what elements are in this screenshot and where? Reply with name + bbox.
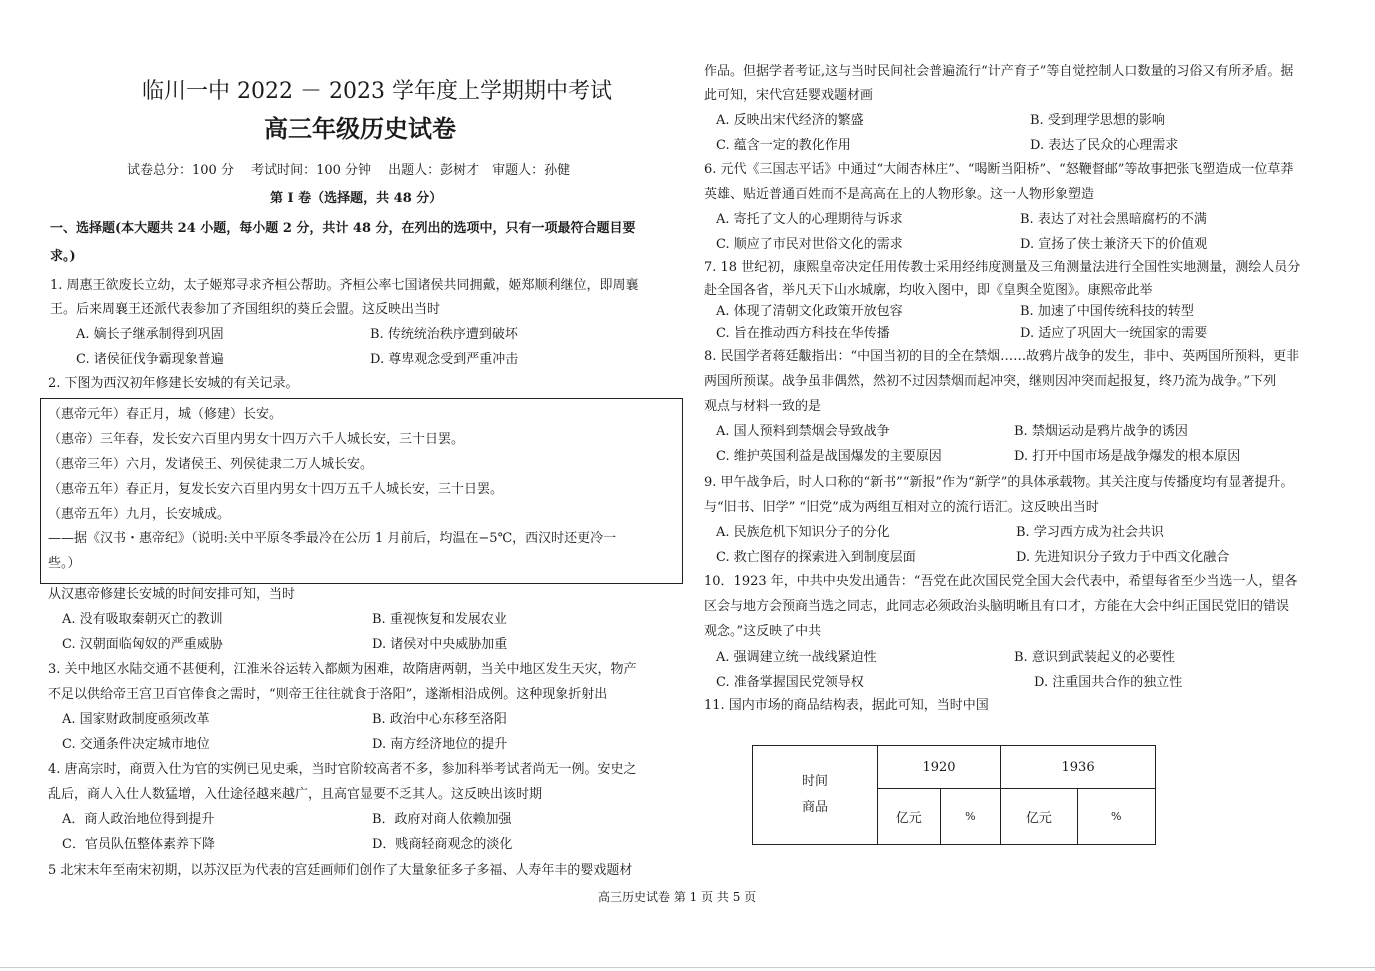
question-2-followup: 从汉惠帝修建长安城的时间安排可知，当时 — [48, 587, 296, 602]
question-3-option-a: A. 国家财政制度亟须改革 — [62, 712, 210, 727]
question-8-stem-cont: 两国所预谋。战争虽非偶然，然初不过因禁烟而起冲突，继则因冲突而起报复，终乃流为战争。”下列 — [704, 374, 1277, 389]
question-6-option-d: D. 宣扬了侠士兼济天下的价值观 — [1020, 237, 1208, 252]
table-corner-cell — [753, 746, 878, 845]
question-1-option-c: C. 诸侯征伐争霸现象普遍 — [76, 352, 224, 367]
quote-source: ——据《汉书・惠帝纪》（说明:关中平原冬季最冷在公历 1 月前后，均温在−5℃，西汉时还更冷一 — [48, 531, 617, 546]
question-11-stem: 11. 国内市场的商品结构表，据此可知，当时中国 — [704, 698, 989, 713]
question-1-option-a: A. 嫡长子继承制得到巩固 — [76, 327, 224, 342]
question-3-stem: 3. 关中地区水陆交通不甚便利，江淮米谷运转入都颇为困难，故隋唐两朝，当关中地区发生天灾，物产 — [48, 662, 637, 677]
question-2-option-c: C. 汉朝面临匈奴的严重威胁 — [62, 637, 223, 652]
quote-line: （惠帝三年）六月，发诸侯王、列侯徒隶二万人城长安。 — [48, 457, 374, 472]
question-5-option-b: B. 受到理学思想的影响 — [1030, 113, 1165, 128]
question-9-option-d: D. 先进知识分子致力于中西文化融合 — [1016, 550, 1230, 565]
exam-meta: 试卷总分：100 分 考试时间：100 分钟 出题人：彭树才 审题人：孙健 — [127, 163, 571, 178]
page-bottom-divider — [0, 967, 1375, 968]
market-structure-table — [752, 745, 1156, 845]
question-2-stem: 2. 下图为西汉初年修建长安城的有关记录。 — [48, 376, 299, 391]
table-unit-percent: % — [1077, 789, 1155, 845]
question-6-stem: 6. 元代《三国志平话》中通过“大闹杏林庄”、“喝断当阳桥”、“怒鞭督邮”等故事把张飞塑造成一位草莽 — [704, 162, 1294, 177]
question-1-stem-cont: 王。后来周襄王还派代表参加了齐国组织的葵丘会盟。这反映出当时 — [50, 302, 441, 317]
question-8-stem: 8. 民国学者蒋廷黻指出：“中国当初的目的全在禁烟……故鸦片战争的发生，非中、英两国所预料，更非 — [704, 349, 1300, 364]
question-4-option-b: B．政府对商人依赖加强 — [372, 812, 512, 827]
question-6-option-c: C. 顺应了市民对世俗文化的需求 — [716, 237, 903, 252]
question-9-option-c: C. 救亡图存的探索进入到制度层面 — [716, 550, 916, 565]
question-1-option-d: D. 尊卑观念受到严重冲击 — [370, 352, 519, 367]
exam-title: 临川一中 2022 － 2023 学年度上学期期中考试 — [142, 79, 612, 104]
table-corner-time: 时间 — [801, 774, 828, 789]
question-4-stem: 4. 唐高宗时，商贾入仕为官的实例已见史乘，当时官阶较高者不多，参加科举考试者尚无一例。安史之 — [48, 762, 637, 777]
question-5-option-d: D. 表达了民众的心理需求 — [1030, 138, 1179, 153]
question-2-option-a: A. 没有吸取秦朝灭亡的教训 — [62, 612, 223, 627]
question-9-stem: 9. 甲午战争后，时人口称的“新书”“新报”作为“新学”的具体承载物。其关注度与传播度均有显著提升。 — [704, 475, 1294, 490]
question-8-option-d: D. 打开中国市场是战争爆发的根本原因 — [1014, 449, 1241, 464]
question-10-stem: 10．1923 年，中共中央发出通告：“吾党在此次国民党全国大会代表中，希望每省至少当选一人，望各 — [704, 574, 1298, 589]
question-10-stem-cont: 区会与地方会预商当选之同志，此同志必须政治头脑明晰且有口才，方能在大会中纠正国民党旧的错误 — [704, 599, 1290, 614]
question-5-option-a: A. 反映出宋代经济的繁盛 — [716, 113, 864, 128]
question-3-option-c: C. 交通条件决定城市地位 — [62, 737, 210, 752]
question-4-option-d: D．贱商轻商观念的淡化 — [372, 837, 513, 852]
question-10-option-d: D. 注重国共合作的独立性 — [1034, 675, 1183, 690]
question-3-option-d: D. 南方经济地位的提升 — [372, 737, 508, 752]
question-10-stem-end: 观念。”这反映了中共 — [704, 624, 822, 639]
question-8-option-c: C. 维护英国利益是战国爆发的主要原因 — [716, 449, 942, 464]
question-2-option-d: D. 诸侯对中央威胁加重 — [372, 637, 508, 652]
question-10-option-a: A. 强调建立统一战线紧迫性 — [716, 650, 877, 665]
question-6-option-a: A. 寄托了文人的心理期待与诉求 — [716, 212, 903, 227]
quote-line: （惠帝）三年春，发长安六百里内男女十四万六千人城长安，三十日罢。 — [48, 432, 465, 447]
question-4-option-a: A．商人政治地位得到提升 — [62, 812, 215, 827]
question-7-option-c: C. 旨在推动西方科技在华传播 — [716, 326, 890, 341]
question-6-option-b: B. 表达了对社会黑暗腐朽的不满 — [1020, 212, 1207, 227]
table-unit-percent: % — [940, 789, 1001, 845]
quote-source-cont: 些。） — [48, 556, 81, 571]
question-7-option-a: A. 体现了清朝文化政策开放包容 — [716, 304, 903, 319]
question-8-option-b: B. 禁烟运动是鸦片战争的诱因 — [1014, 424, 1188, 439]
question-10-option-b: B. 意识到武装起义的必要性 — [1014, 650, 1175, 665]
question-7-option-d: D. 适应了巩固大一统国家的需要 — [1020, 326, 1208, 341]
question-7-stem-cont: 赴全国各省，举凡天下山水城廓，均收入图中，即《皇舆全览图》。康熙帝此举 — [704, 283, 1153, 298]
page-footer: 高三历史试卷 第 1 页 共 5 页 — [598, 890, 757, 904]
table-corner-goods: 商品 — [801, 800, 828, 815]
table-unit-amount: 亿元 — [877, 789, 940, 845]
table-header-year-1936: 1936 — [1001, 746, 1156, 789]
question-8-option-a: A. 国人预料到禁烟会导致战争 — [716, 424, 890, 439]
exam-subtitle: 高三年级历史试卷 — [264, 114, 456, 143]
question-3-stem-cont: 不足以供给帝王宫卫百官俸食之需时，“则帝王往往就食于洛阳”，遂渐相沿成例。这种现象折射出 — [48, 687, 608, 702]
question-5-option-c: C. 蕴含一定的教化作用 — [716, 138, 851, 153]
question-2-option-b: B. 重视恢复和发展农业 — [372, 612, 507, 627]
question-3-option-b: B. 政治中心东移至洛阳 — [372, 712, 507, 727]
question-5-stem-cont: 作品。但据学者考证,这与当时民间社会普遍流行“计产育子”等自觉控制人口数量的习俗又有所矛盾。据 — [704, 64, 1294, 79]
question-5-stem-end: 此可知，宋代宫廷婴戏题材画 — [704, 88, 874, 103]
question-8-stem-end: 观点与材料一致的是 — [704, 399, 822, 414]
question-7-stem: 7. 18 世纪初，康熙皇帝决定任用传教士采用经纬度测量及三角测量法进行全国性实地测量，测绘人员分 — [704, 260, 1301, 275]
table-unit-amount: 亿元 — [1001, 789, 1077, 845]
quote-line: （惠帝五年）春正月，复发长安六百里内男女十四万五千人城长安，三十日罢。 — [48, 482, 504, 497]
section-heading-cont: 求。) — [50, 249, 76, 264]
question-9-stem-cont: 与“旧书、旧学” “旧党”成为两组互相对立的流行语汇。这反映出当时 — [704, 500, 1099, 515]
section-heading: 一、选择题(本大题共 24 小题，每小题 2 分，共计 48 分，在列出的选项中，只有一项最符合题目要 — [50, 221, 636, 236]
question-4-option-c: C．官员队伍整体素养下降 — [62, 837, 215, 852]
table-header-year-1920: 1920 — [877, 746, 1000, 789]
question-1-option-b: B. 传统统治秩序遭到破坏 — [370, 327, 518, 342]
question-9-option-a: A. 民族危机下知识分子的分化 — [716, 525, 890, 540]
question-7-option-b: B. 加速了中国传统科技的转型 — [1020, 304, 1194, 319]
quote-line: （惠帝五年）九月，长安城成。 — [48, 507, 231, 522]
question-1-stem: 1. 周惠王欲废长立幼，太子姬郑寻求齐桓公帮助。齐桓公率七国诸侯共同拥戴，姬郑顺利继位，即周襄 — [50, 278, 639, 293]
question-4-stem-cont: 乱后，商人入仕人数猛增，入仕途径越来越广，且高官显要不乏其人。这反映出该时期 — [48, 787, 543, 802]
question-5-stem: 5 北宋末年至南宋初期，以苏汉臣为代表的宫廷画师们创作了大量象征多子多福、人寿年丰的婴戏题材 — [48, 863, 633, 878]
question-10-option-c: C. 准备掌握国民党领导权 — [716, 675, 864, 690]
quote-line: （惠帝元年）春正月，城（修建）长安。 — [48, 407, 283, 422]
question-9-option-b: B. 学习西方成为社会共识 — [1016, 525, 1164, 540]
part-heading: 第 I 卷（选择题，共 48 分） — [270, 191, 443, 206]
question-6-stem-cont: 英雄、贴近普通百姓而不是高高在上的人物形象。这一人物形象塑造 — [704, 187, 1095, 202]
